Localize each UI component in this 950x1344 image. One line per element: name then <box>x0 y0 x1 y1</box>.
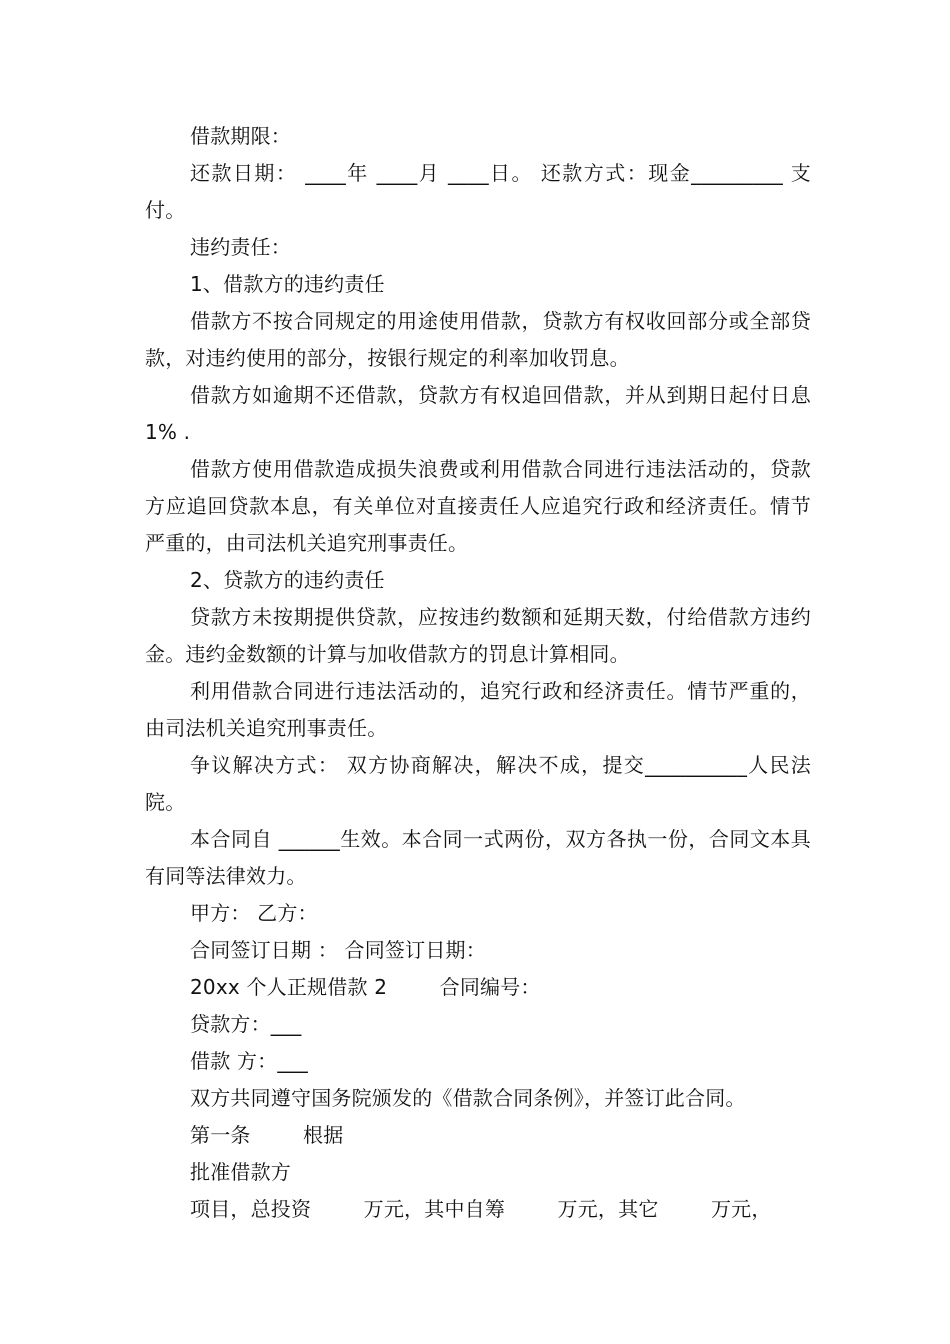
article-one-line: 第一条 根据 <box>190 1123 344 1147</box>
parties-line: 甲方： 乙方： <box>190 901 318 925</box>
borrower-liability-paragraph-2: 借款方如逾期不还借款，贷款方有权追回借款，并从到期日起付日息 1% . <box>145 383 811 444</box>
project-investment-line: 项目，总投资 万元，其中自筹 万元，其它 万元， <box>190 1197 772 1221</box>
effective-clause-paragraph: 本合同自 ______生效。本合同一式两份，双方各执一份，合同文本具有同等法律效力。 <box>145 827 811 888</box>
lender-liability-paragraph-1: 贷款方未按期提供贷款，应按违约数额和延期天数，付给借款方违约金。违约金数额的计算与加收借款方的罚息计算相同。 <box>145 605 811 666</box>
document-body <box>145 118 811 1228</box>
borrower-liability-heading: 1、借款方的违约责任 <box>190 272 385 296</box>
lender-liability-paragraph-2: 利用借款合同进行违法活动的，追究行政和经济责任。情节严重的，由司法机关追究刑事责任。 <box>145 679 811 740</box>
lender-line: 贷款方：___ <box>190 1012 302 1036</box>
loan-term-paragraph: 借款期限： <box>190 124 291 148</box>
repayment-paragraph: 还款日期： ____年 ____月 ____日。 还款方式：现金_________ 支付。 <box>145 161 811 222</box>
liability-heading: 违约责任： <box>190 235 291 259</box>
borrower-liability-paragraph-1: 借款方不按合同规定的用途使用借款，贷款方有权收回部分或全部贷款，对违约使用的部分，按银行规定的利率加收罚息。 <box>145 309 811 370</box>
approve-borrower-line: 批准借款方 <box>190 1160 291 1184</box>
borrower-line: 借款 方：___ <box>190 1049 308 1073</box>
lender-liability-heading: 2、贷款方的违约责任 <box>190 568 385 592</box>
borrower-liability-paragraph-3: 借款方使用借款造成损失浪费或利用借款合同进行违法活动的，贷款方应追回贷款本息，有关单位对直接责任人应追究行政和经济责任。情节严重的，由司法机关追究刑事责任。 <box>145 457 811 555</box>
signing-dates-line: 合同签订日期 ： 合同签订日期： <box>190 938 486 962</box>
contract-title-line: 20xx 个人正规借款 2 合同编号： <box>190 975 541 999</box>
regulation-line: 双方共同遵守国务院颁发的《借款合同条例》，并签订此合同。 <box>190 1086 746 1110</box>
dispute-resolution-paragraph: 争议解决方式： 双方协商解决，解决不成，提交__________人民法院。 <box>145 753 811 814</box>
